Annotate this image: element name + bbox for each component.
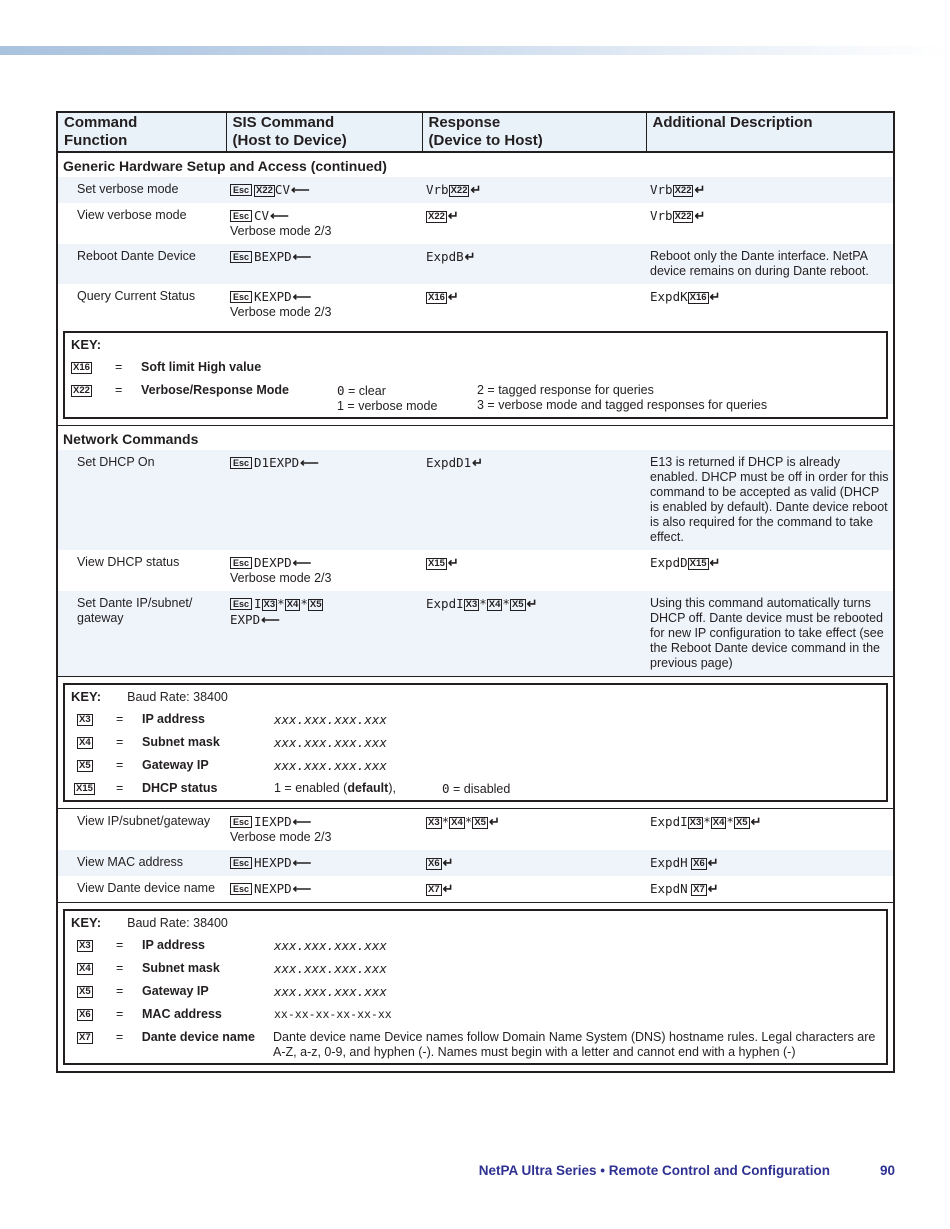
response-cell: ExpdD1↵: [422, 450, 646, 550]
command-table: [56, 111, 895, 1073]
variable-box: X22: [674, 185, 692, 196]
response-cell: [422, 203, 646, 244]
sis-command-cell: Esc NEXPD⟵: [226, 876, 422, 902]
key-row: X7 = Dante device name Dante device name Device names follow Domain Name System (DNS) hostname rules. Legal characters are A-Z, a-z, 0-9, and hyphen (-). Names must begin with a letter and cannot end with a hyphen (-): [71, 1030, 880, 1060]
enter-arrow-icon: ↵: [464, 249, 476, 264]
key-title: KEY:: [71, 337, 102, 352]
variable-box: X16: [689, 292, 707, 303]
key-label: Subnet mask: [142, 961, 220, 975]
left-arrow-icon: ⟵: [292, 555, 312, 570]
variable-box: X4: [488, 599, 501, 610]
left-arrow-icon: ⟵: [292, 249, 312, 264]
key-box-2: [63, 683, 888, 802]
key-label: Gateway IP: [142, 758, 209, 772]
esc-key-icon: Esc: [230, 251, 252, 263]
enter-arrow-icon: ↵: [447, 289, 459, 304]
key-title: KEY:: [71, 915, 102, 930]
enter-arrow-icon: ↵: [750, 814, 762, 829]
key-row: X16 = Soft limit High value: [73, 360, 262, 374]
variable-box: X5: [79, 986, 91, 997]
function-cell: View DHCP status: [77, 555, 180, 569]
table-row: [58, 177, 893, 203]
left-arrow-icon: ⟵: [261, 612, 280, 627]
page-footer: [479, 1163, 895, 1178]
key-row: X5 = Gateway IP xxx.xxx.xxx.xxx: [79, 984, 387, 999]
left-arrow-icon: ⟵: [292, 289, 312, 304]
enter-arrow-icon: ↵: [472, 455, 484, 470]
sis-command-cell: Esc KEXPD⟵ Verbose mode 2/3: [230, 289, 332, 319]
description-cell: Using this command automatically turns DHCP off. Dante device must be rebooted for new IP configuration to take effect (see the Reboot Dante device command in the previous page): [646, 591, 893, 676]
section-title-generic: Generic Hardware Setup and Access (continued): [63, 158, 387, 174]
enter-arrow-icon: ↵: [709, 555, 721, 570]
table-row: [58, 850, 893, 876]
variable-box: X3: [689, 817, 702, 828]
table-row: [58, 591, 893, 676]
sis-command-cell: Esc CV⟵ Verbose mode 2/3: [230, 208, 332, 238]
key-row: X15 = DHCP status 1 = enabled (default), 0 = disabled: [76, 781, 511, 796]
esc-key-icon: Esc: [230, 557, 252, 569]
variable-box: X16: [428, 292, 445, 303]
table-row: [58, 876, 893, 902]
key-label: IP address: [142, 938, 206, 952]
enter-arrow-icon: ↵: [442, 881, 454, 896]
sis-command-cell: Esc D1EXPD⟵: [226, 450, 422, 550]
key-row: X3 = IP address xxx.xxx.xxx.xxx: [79, 938, 387, 953]
left-arrow-icon: ⟵: [270, 208, 289, 223]
response-cell: [422, 550, 646, 591]
esc-key-icon: Esc: [230, 291, 252, 303]
key-label: Gateway IP: [142, 984, 209, 998]
variable-box: X7: [428, 884, 440, 895]
table-row: [58, 809, 893, 850]
network-commands-table: [58, 450, 893, 676]
variable-box: X4: [451, 817, 463, 828]
enter-arrow-icon: ↵: [707, 855, 719, 870]
variable-box: X6: [428, 858, 440, 869]
enter-arrow-icon: ↵: [694, 182, 706, 197]
key-values-right: 2 = tagged response for queries 3 = verbose mode and tagged responses for queries: [477, 383, 768, 412]
description-cell: ExpdN X7 ↵: [650, 881, 719, 896]
response-cell: X3 * X4 * X5 ↵: [428, 814, 500, 829]
variable-box: X22: [674, 211, 692, 222]
function-cell: Reboot Dante Device: [58, 244, 226, 284]
response-cell: ExpdI X3 * X4 * X5 ↵: [422, 591, 646, 676]
left-arrow-icon: ⟵: [300, 455, 319, 470]
key-row: X4 = Subnet mask xxx.xxx.xxx.xxx: [79, 735, 387, 750]
variable-box: X4: [286, 599, 299, 610]
key-row: X4 = Subnet mask xxx.xxx.xxx.xxx: [79, 961, 387, 976]
description-cell: E13 is returned if DHCP is already enabled. DHCP must be off in order for this command to be accepted as valid (DHCP is enabled by default). Dante device reboot is also required for the command to take effect.: [646, 450, 893, 550]
variable-box: X4: [79, 963, 91, 974]
table-row: [58, 450, 893, 550]
key-title: KEY:: [71, 689, 102, 704]
variable-box: X5: [511, 599, 524, 610]
key-label: IP address: [142, 712, 206, 726]
enter-arrow-icon: ↵: [526, 596, 538, 611]
enter-arrow-icon: ↵: [447, 555, 459, 570]
response-cell: [422, 876, 646, 902]
variable-box: X3: [79, 714, 91, 725]
function-cell: View IP/subnet/gateway: [77, 814, 211, 828]
baud-rate: Baud Rate: 38400: [127, 690, 228, 704]
description-cell: ExpdH X6 ↵: [646, 850, 893, 876]
header-additional-description: Additional Description: [646, 113, 893, 152]
variable-box: X4: [79, 737, 91, 748]
function-cell: View MAC address: [58, 850, 226, 876]
section-title-network: Network Commands: [63, 431, 199, 447]
sis-command-cell: Esc IEXPD⟵ Verbose mode 2/3: [230, 814, 332, 844]
sis-command-cell: Esc DEXPD⟵ Verbose mode 2/3: [230, 555, 332, 585]
description-cell: ExpdI X3 * X4 * X5 ↵: [650, 814, 762, 829]
variable-box: X22: [256, 185, 273, 196]
left-arrow-icon: ⟵: [292, 881, 312, 896]
variable-box: X5: [79, 760, 91, 771]
variable-box: X3: [263, 599, 276, 610]
generic-commands-table: [58, 177, 893, 325]
esc-key-icon: Esc: [230, 184, 252, 196]
esc-key-icon: Esc: [230, 457, 252, 469]
table-row: [58, 203, 893, 244]
key-row: X22 = Verbose/Response Mode 0 = clear 1 = verbose mode 2 = tagged response for queries 3 = verbose mode and tagged responses for queries: [73, 383, 768, 413]
response-cell: ExpdB↵: [422, 244, 646, 284]
variable-box: X15: [428, 558, 445, 569]
header-command-function: Command Function: [58, 113, 226, 152]
key-row: X6 = MAC address xx-xx-xx-xx-xx-xx: [79, 1007, 392, 1021]
esc-key-icon: Esc: [230, 210, 252, 222]
description-cell: ExpdD X15 ↵: [650, 555, 721, 570]
esc-key-icon: Esc: [230, 598, 252, 610]
key-label: MAC address: [142, 1007, 222, 1021]
variable-box: X15: [76, 783, 93, 794]
table-row: [58, 284, 893, 325]
esc-key-icon: Esc: [230, 857, 252, 869]
variable-box: X5: [309, 599, 322, 610]
variable-box: X5: [735, 817, 748, 828]
variable-box: X3: [465, 599, 478, 610]
sis-command-cell: Esc X22 CV⟵: [226, 177, 422, 203]
description-cell: Vrb X22 ↵: [650, 208, 706, 223]
enter-arrow-icon: ↵: [694, 208, 706, 223]
baud-rate: Baud Rate: 38400: [127, 916, 228, 930]
variable-box: X22: [73, 385, 90, 396]
enter-arrow-icon: ↵: [442, 855, 454, 870]
table-header: [58, 113, 893, 153]
description-cell: Reboot only the Dante interface. NetPA device remains on during Dante reboot.: [646, 244, 893, 284]
key-label: Subnet mask: [142, 735, 220, 749]
top-color-bar: [0, 46, 950, 55]
footer-title: NetPA Ultra Series • Remote Control and Configuration: [478, 1163, 830, 1178]
variable-box: X6: [79, 1009, 91, 1020]
key-box-1: [63, 331, 888, 419]
function-cell: Query Current Status: [77, 289, 196, 303]
variable-box: X22: [428, 211, 445, 222]
header-response: Response (Device to Host): [422, 113, 646, 152]
page-number: 90: [879, 1163, 895, 1178]
function-cell: Set verbose mode: [58, 177, 226, 203]
enter-arrow-icon: ↵: [488, 814, 500, 829]
enter-arrow-icon: ↵: [470, 182, 482, 197]
variable-box: X7: [693, 884, 705, 895]
variable-box: X6: [693, 858, 705, 869]
description-cell: Vrb X22 ↵: [646, 177, 893, 203]
key-row: X3 = IP address xxx.xxx.xxx.xxx: [79, 712, 387, 727]
enter-arrow-icon: ↵: [707, 881, 719, 896]
response-cell: [422, 850, 646, 876]
esc-key-icon: Esc: [230, 816, 252, 828]
variable-box: X22: [450, 185, 468, 196]
dante-name-rules: Dante device name Device names follow Domain Name System (DNS) hostname rules. Legal characters are A-Z, a-z, 0-9, and hyphen (-). Names must begin with a letter and cannot end with a hyphen (-): [273, 1030, 876, 1059]
response-cell: [422, 284, 646, 325]
key-label: Dante device name: [141, 1030, 255, 1044]
left-arrow-icon: ⟵: [292, 855, 312, 870]
header-sis-command: SIS Command (Host to Device): [226, 113, 422, 152]
enter-arrow-icon: ↵: [709, 289, 721, 304]
key-label: Soft limit High value: [141, 360, 262, 374]
key-label: Verbose/Response Mode: [141, 383, 289, 397]
function-cell: Set DHCP On: [58, 450, 226, 550]
network-info-table: [58, 809, 893, 902]
table-row: [58, 550, 893, 591]
left-arrow-icon: ⟵: [292, 814, 312, 829]
key-values-left: 0 = clear 1 = verbose mode: [337, 383, 438, 413]
sis-command-cell: Esc I X3 * X4 * X5 EXPD⟵: [226, 591, 422, 676]
sis-command-cell: Esc HEXPD⟵: [226, 850, 422, 876]
variable-box: X3: [428, 817, 440, 828]
variable-box: X5: [474, 817, 486, 828]
variable-box: X3: [79, 940, 91, 951]
esc-key-icon: Esc: [230, 883, 252, 895]
enter-arrow-icon: ↵: [447, 208, 459, 223]
key-box-3: [63, 909, 888, 1065]
left-arrow-icon: ⟵: [290, 182, 310, 197]
response-cell: Vrb X22 ↵: [422, 177, 646, 203]
function-cell: View verbose mode: [77, 208, 187, 222]
variable-box: X7: [79, 1032, 91, 1043]
variable-box: X4: [712, 817, 725, 828]
function-cell: View Dante device name: [77, 881, 216, 895]
table-row: [58, 244, 893, 284]
variable-box: X15: [689, 558, 707, 569]
key-label: DHCP status: [142, 781, 218, 795]
function-cell: Set Dante IP/subnet/ gateway: [58, 591, 226, 676]
description-cell: ExpdK X16 ↵: [650, 289, 721, 304]
variable-box: X16: [73, 362, 90, 373]
key-row: X5 = Gateway IP xxx.xxx.xxx.xxx: [79, 758, 387, 773]
sis-command-cell: Esc BEXPD⟵: [226, 244, 422, 284]
